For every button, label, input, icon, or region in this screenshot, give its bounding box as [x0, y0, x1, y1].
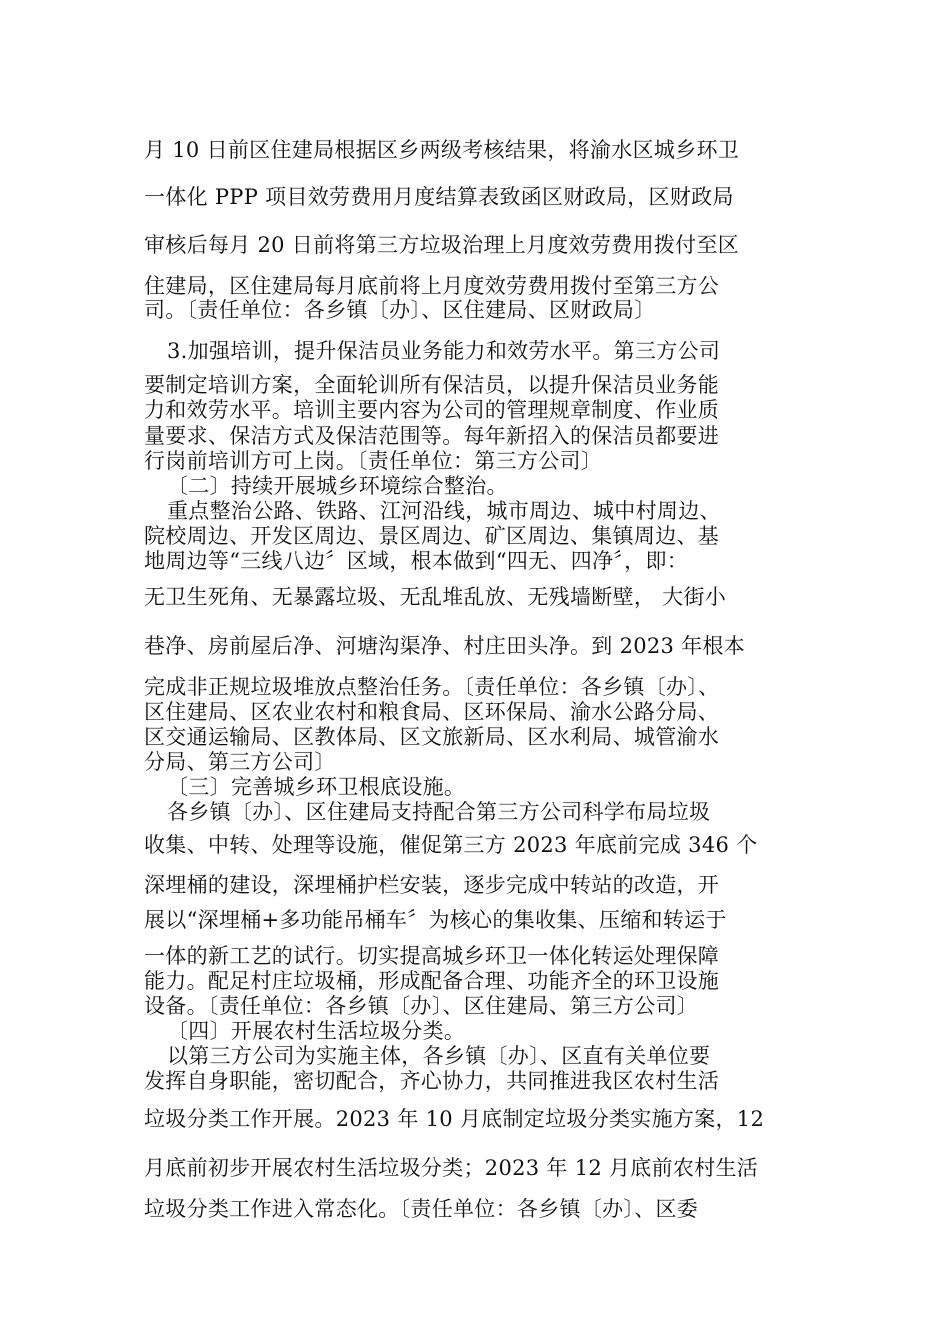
text-line: 完成非正规垃圾堆放点整治任务。〔责任单位：各乡镇〔办〕、 — [144, 675, 720, 699]
text-line: 区交通运输局、区教体局、区文旅新局、区水利局、城管渝水 — [144, 725, 720, 749]
text-line: 展以“深埋桶+多功能吊桶车〞为核心的集收集、压缩和转运于 — [144, 908, 727, 932]
text-line: 能力。配足村庄垃圾桶，形成配备合理、功能齐全的环卫设施 — [144, 969, 720, 993]
text-line: 地周边等“三线八边〞区域，根本做到“四无、四净〞，即： — [144, 549, 689, 573]
text-line: 行岗前培训方可上岗。〔责任单位：第三方公司〕 — [144, 449, 603, 473]
text-line: 分局、第三方公司〕 — [144, 750, 336, 774]
text-line: 垃圾分类工作进入常态化。〔责任单位：各乡镇〔办〕、区委 — [144, 1197, 699, 1221]
text-line: 无卫生死角、无暴露垃圾、无乱堆乱放、无残墙断壁， 大街小 — [144, 585, 727, 609]
text-line: 3.加强培训，提升保洁员业务能力和效劳水平。第三方公司 — [167, 339, 721, 363]
text-line: 月底前初步开展农村生活垃圾分类；2023 年 12 月底前农村生活 — [144, 1156, 759, 1180]
text-line: 月 10 日前区住建局根据区乡两级考核结果，将渝水区城乡环卫 — [144, 138, 740, 162]
text-line: 量要求、保洁方式及保洁范围等。每年新招入的保洁员都要进 — [144, 424, 720, 448]
section-heading: 〔二〕持续开展城乡环境综合整治。 — [167, 474, 508, 498]
text-line: 收集、中转、处理等设施，催促第三方 2023 年底前完成 346 个 — [144, 833, 758, 857]
text-line: 院校周边、开发区周边、景区周边、矿区周边、集镇周边、基 — [144, 524, 720, 548]
section-heading: 〔四〕开展农村生活垃圾分类。 — [167, 1019, 466, 1043]
text-line: 设备。〔责任单位：各乡镇〔办〕、区住建局、第三方公司〕 — [144, 994, 699, 1018]
text-line: 重点整治公路、铁路、江河沿线，城市周边、城中村周边、 — [167, 499, 721, 523]
text-line: 一体化 PPP 项目效劳费用月度结算表致函区财政局，区财政局 — [144, 185, 734, 209]
text-line: 一体的新工艺的试行。切实提高城乡环卫一体化转运处理保障 — [144, 944, 720, 968]
text-line: 深埋桶的建设，深埋桶护栏安装，逐步完成中转站的改造，开 — [144, 873, 720, 897]
text-line: 力和效劳水平。培训主要内容为公司的管理规章制度、作业质 — [144, 398, 720, 422]
text-line: 司。〔责任单位：各乡镇〔办〕、区住建局、区财政局〕 — [144, 298, 656, 322]
text-line: 住建局，区住建局每月底前将上月度效劳费用拨付至第三方公 — [144, 274, 720, 298]
section-heading: 〔三〕完善城乡环卫根底设施。 — [167, 775, 466, 799]
text-line: 巷净、房前屋后净、河塘沟渠净、村庄田头净。到 2023 年根本 — [144, 634, 746, 658]
text-line: 各乡镇〔办〕、区住建局支持配合第三方公司科学布局垃圾 — [167, 800, 711, 824]
text-line: 区住建局、区农业农村和粮食局、区环保局、渝水公路分局、 — [144, 700, 720, 724]
text-line: 要制定培训方案，全面轮训所有保洁员，以提升保洁员业务能 — [144, 373, 720, 397]
text-line: 垃圾分类工作开展。2023 年 10 月底制定垃圾分类实施方案，12 — [144, 1107, 765, 1131]
text-line: 以第三方公司为实施主体，各乡镇〔办〕、区直有关单位要 — [167, 1044, 711, 1068]
text-line: 审核后每月 20 日前将第三方垃圾治理上月度效劳费用拨付至区 — [144, 233, 740, 257]
text-line: 发挥自身职能，密切配合，齐心协力，共同推进我区农村生活 — [144, 1069, 720, 1093]
